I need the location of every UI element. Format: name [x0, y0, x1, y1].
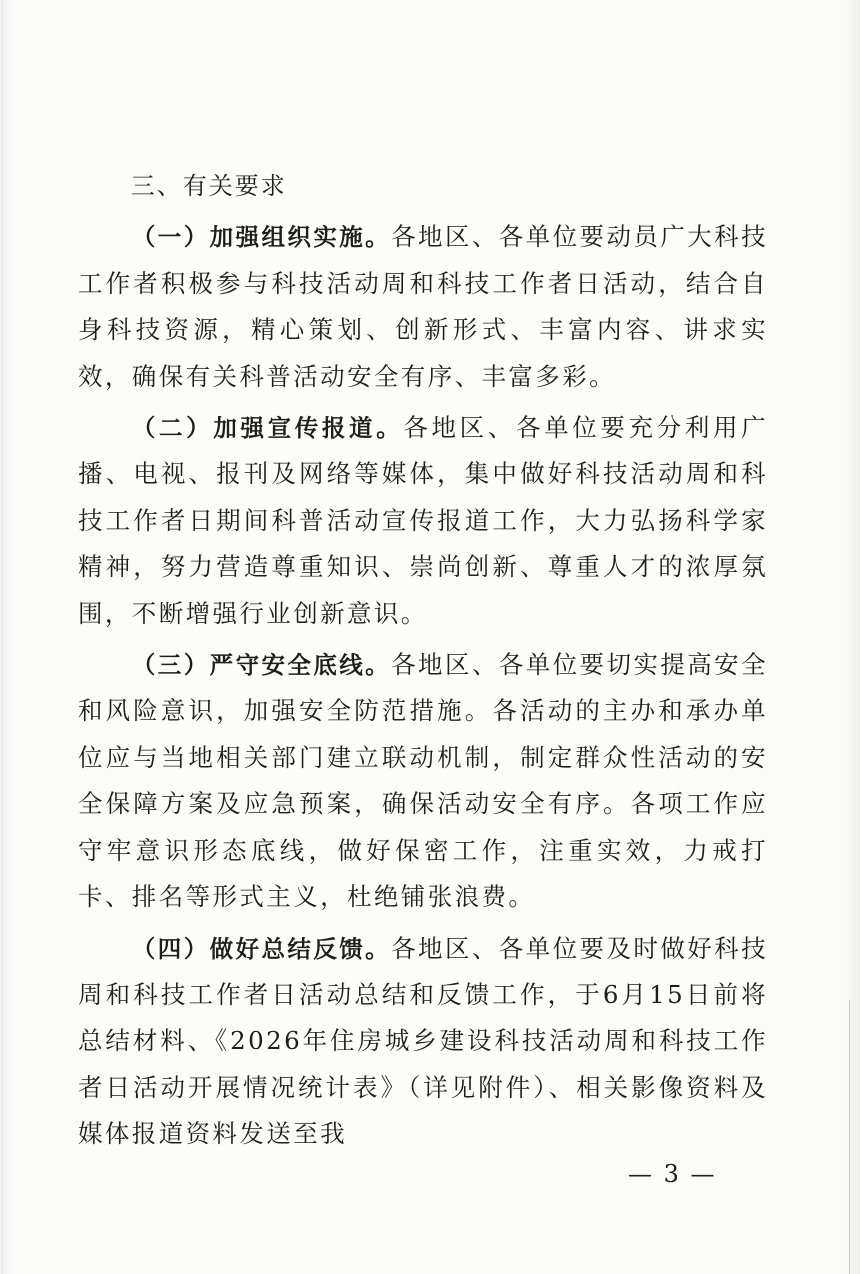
- paragraph-2-body: 各地区、各单位要充分利用广播、电视、报刊及网络等媒体，集中做好科技活动周和科技工作者日期间科普活动宣传报道工作，大力弘扬科学家精神，努力营造尊重知识、崇尚创新、尊重人才的浓厚氛围，不断增强行业创新意识。: [78, 413, 769, 628]
- section-heading: 三、有关要求: [130, 172, 287, 200]
- paragraph-1: [78, 214, 768, 400]
- paragraph-2-lead: （二）加强宣传报道。: [131, 414, 404, 443]
- paragraph-3: [78, 642, 768, 920]
- paragraph-2: [78, 405, 768, 637]
- page-right-edge: [849, 1000, 850, 1274]
- paragraph-1-lead: （一）加强组织实施。: [131, 223, 392, 252]
- paragraph-3-body: 各地区、各单位要切实提高安全和风险意识，加强安全防范措施。各活动的主办和承办单位应与当地相关部门建立联动机制，制定群众性活动的安全保障方案及应急预案，确保活动安全有序。各项工作应守牢意识形态底线，做好保密工作，注重实效，力戒打卡、排名等形式主义，杜绝铺张浪费。: [78, 650, 768, 912]
- paragraph-4-body: 各地区、各单位要及时做好科技周和科技工作者日活动总结和反馈工作，于6月15日前将总结材料、《2026年住房城乡建设科技活动周和科技工作者日活动开展情况统计表》（详见附件）、相关影像资料及媒体报道资料发送至我: [78, 933, 768, 1149]
- page-left-edge: [2, 0, 3, 1274]
- paragraph-4: [78, 926, 768, 1158]
- page-number: — 3 —: [628, 1160, 717, 1188]
- paragraph-3-lead: （三）严守安全底线。: [131, 651, 392, 680]
- paragraph-4-lead: （四）做好总结反馈。: [131, 934, 392, 963]
- paragraph-1-body: 各地区、各单位要动员广大科技工作者积极参与科技活动周和科技工作者日活动，结合自身科技资源，精心策划、创新形式、丰富内容、讲求实效，确保有关科普活动安全有序、丰富多彩。: [78, 222, 768, 391]
- document-body: [78, 163, 768, 1158]
